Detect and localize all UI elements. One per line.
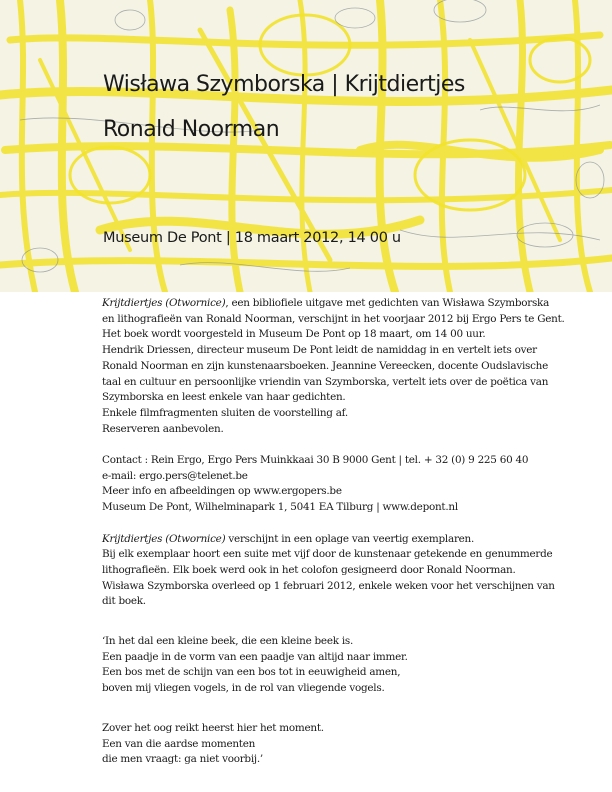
poem-line: die men vraagt: ga niet voorbij.’	[102, 753, 263, 766]
edition-line: Wisława Szymborska overleed op 1 februari 2012, enkele weken voor het verschijnen van	[102, 579, 555, 592]
poem-stanza	[102, 721, 598, 768]
edition-line: dit boek.	[102, 595, 146, 608]
header-venue-date: Museum De Pont | 18 maart 2012, 14 00 u	[103, 230, 401, 246]
crayon-artwork	[0, 0, 612, 292]
intro-line: taal en cultuur en persoonlijke vriendin van Szymborska, vertelt iets over de poëtica van	[102, 375, 549, 388]
intro-line: en lithografieën van Ronald Noorman, verschijnt in het voorjaar 2012 bij Ergo Pers te Gent.	[102, 312, 565, 325]
edition-line: Bij elk exemplaar hoort een suite met vijf door de kunstenaar getekende en genummerde	[102, 548, 553, 561]
poem-line: Zover het oog reikt heerst hier het moment.	[102, 721, 324, 734]
intro-line: Krijtdiertjes (Otwornice), een bibliofiele uitgave met gedichten van Wisława Szymborska	[102, 297, 550, 309]
poem-line: Een paadje in de vorm van een paadje van altijd naar immer.	[102, 650, 408, 663]
contact-email: e-mail: ergo.pers@telenet.be	[102, 469, 248, 482]
contact-line: Contact : Rein Ergo, Ergo Pers Muinkkaai 30 B 9000 Gent | tel. + 32 (0) 9 225 60 40	[102, 454, 529, 467]
poem-line: ‘In het dal een kleine beek, die een kleine beek is.	[102, 635, 354, 648]
intro-paragraph	[102, 296, 598, 437]
intro-line: Ronald Noorman en zijn kunstenaarsboeken. Jeannine Vereecken, docente Oudslavische	[102, 359, 549, 372]
header-artist: Ronald Noorman	[103, 117, 280, 142]
intro-line: Szymborska en leest enkele van haar gedichten.	[102, 391, 346, 404]
intro-line: Enkele filmfragmenten sluiten de voorstelling af.	[102, 406, 348, 419]
edition-paragraph	[102, 532, 598, 611]
poem-line: Een van die aardse momenten	[102, 737, 256, 750]
museum-address: Museum De Pont, Wilhelminapark 1, 5041 EA Tilburg | www.depont.nl	[102, 501, 458, 514]
intro-line: Het boek wordt voorgesteld in Museum De Pont op 18 maart, om 14 00 uur.	[102, 328, 486, 341]
edition-line: Krijtdiertjes (Otwornice) verschijnt in een oplage van veertig exemplaren.	[102, 532, 475, 545]
header-banner	[0, 0, 612, 292]
intro-line: Reserveren aanbevolen.	[102, 422, 224, 435]
contact-block	[102, 453, 598, 516]
header-title: Wisława Szymborska | Krijtdiertjes	[103, 72, 465, 97]
poem-line: boven mij vliegen vogels, in de rol van vliegende vogels.	[102, 682, 385, 695]
book-title: Krijtdiertjes (Otwornice)	[102, 297, 226, 309]
poem-line: Een bos met de schijn van een bos tot in eeuwigheid amen,	[102, 666, 401, 679]
book-title: Krijtdiertjes (Otwornice)	[102, 532, 226, 545]
contact-website: Meer info en afbeeldingen op www.ergopers.be	[102, 485, 342, 498]
press-release-body	[102, 296, 598, 768]
edition-line: lithografieën. Elk boek werd ook in het colofon gesigneerd door Ronald Noorman.	[102, 563, 516, 576]
intro-line: Hendrik Driessen, directeur museum De Pont leidt de namiddag in en vertelt iets over	[102, 344, 537, 357]
poem-stanza	[102, 634, 598, 697]
